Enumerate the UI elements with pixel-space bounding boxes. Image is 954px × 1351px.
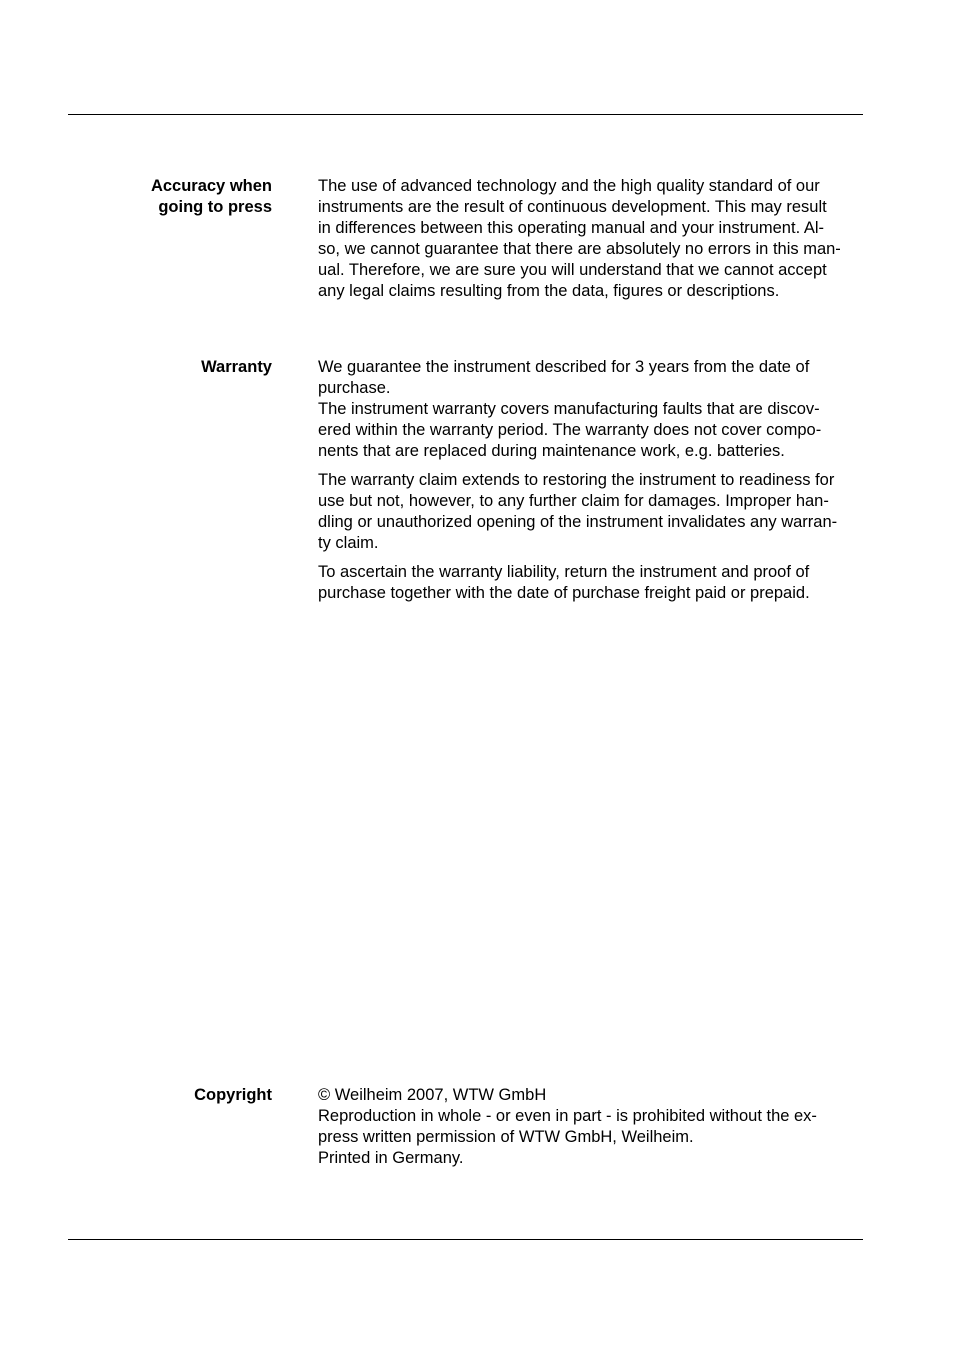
copyright-body	[318, 1085, 866, 1169]
copyright-heading	[100, 1085, 272, 1106]
heading-line: Warranty	[201, 358, 272, 376]
text-line: ual. Therefore, we are sure you will understand that we cannot accept	[318, 261, 827, 279]
accuracy-heading	[100, 176, 272, 218]
accuracy-body	[318, 176, 866, 302]
text-line: Reproduction in whole - or even in part - is prohibited without the ex-	[318, 1107, 817, 1125]
warranty-heading	[100, 357, 272, 378]
text-line: dling or unauthorized opening of the instrument invalidates any warran-	[318, 513, 838, 531]
heading-line: Accuracy when	[150, 177, 272, 195]
heading-line: going to press	[158, 198, 272, 216]
text-line: purchase together with the date of purchase freight paid or prepaid.	[318, 584, 810, 602]
paragraph	[318, 562, 866, 604]
text-line: purchase.	[318, 379, 391, 397]
paragraph	[318, 1085, 866, 1169]
text-line: We guarantee the instrument described for 3 years from the date of	[318, 358, 810, 376]
top-rule	[68, 114, 863, 115]
text-line: The instrument warranty covers manufacturing faults that are discov-	[318, 400, 820, 418]
text-line: use but not, however, to any further claim for damages. Improper han-	[318, 492, 829, 510]
text-line: © Weilheim 2007, WTW GmbH	[318, 1086, 547, 1104]
warranty-body	[318, 357, 866, 604]
text-line: The warranty claim extends to restoring the instrument to readiness for	[318, 471, 835, 489]
text-line: any legal claims resulting from the data, figures or descriptions.	[318, 282, 780, 300]
text-line: instruments are the result of continuous development. This may result	[318, 198, 827, 216]
paragraph	[318, 176, 866, 302]
text-line: The use of advanced technology and the high quality standard of our	[318, 177, 820, 195]
bottom-rule	[68, 1239, 863, 1240]
paragraph	[318, 357, 866, 462]
paragraph	[318, 470, 866, 554]
text-line: so, we cannot guarantee that there are absolutely no errors in this man-	[318, 240, 841, 258]
text-line: press written permission of WTW GmbH, Weilheim.	[318, 1128, 694, 1146]
text-line: To ascertain the warranty liability, return the instrument and proof of	[318, 563, 810, 581]
text-line: in differences between this operating manual and your instrument. Al-	[318, 219, 824, 237]
text-line: ty claim.	[318, 534, 379, 552]
text-line: ered within the warranty period. The warranty does not cover compo-	[318, 421, 822, 439]
text-line: nents that are replaced during maintenance work, e.g. batteries.	[318, 442, 785, 460]
heading-line: Copyright	[194, 1086, 272, 1104]
text-line: Printed in Germany.	[318, 1149, 464, 1167]
